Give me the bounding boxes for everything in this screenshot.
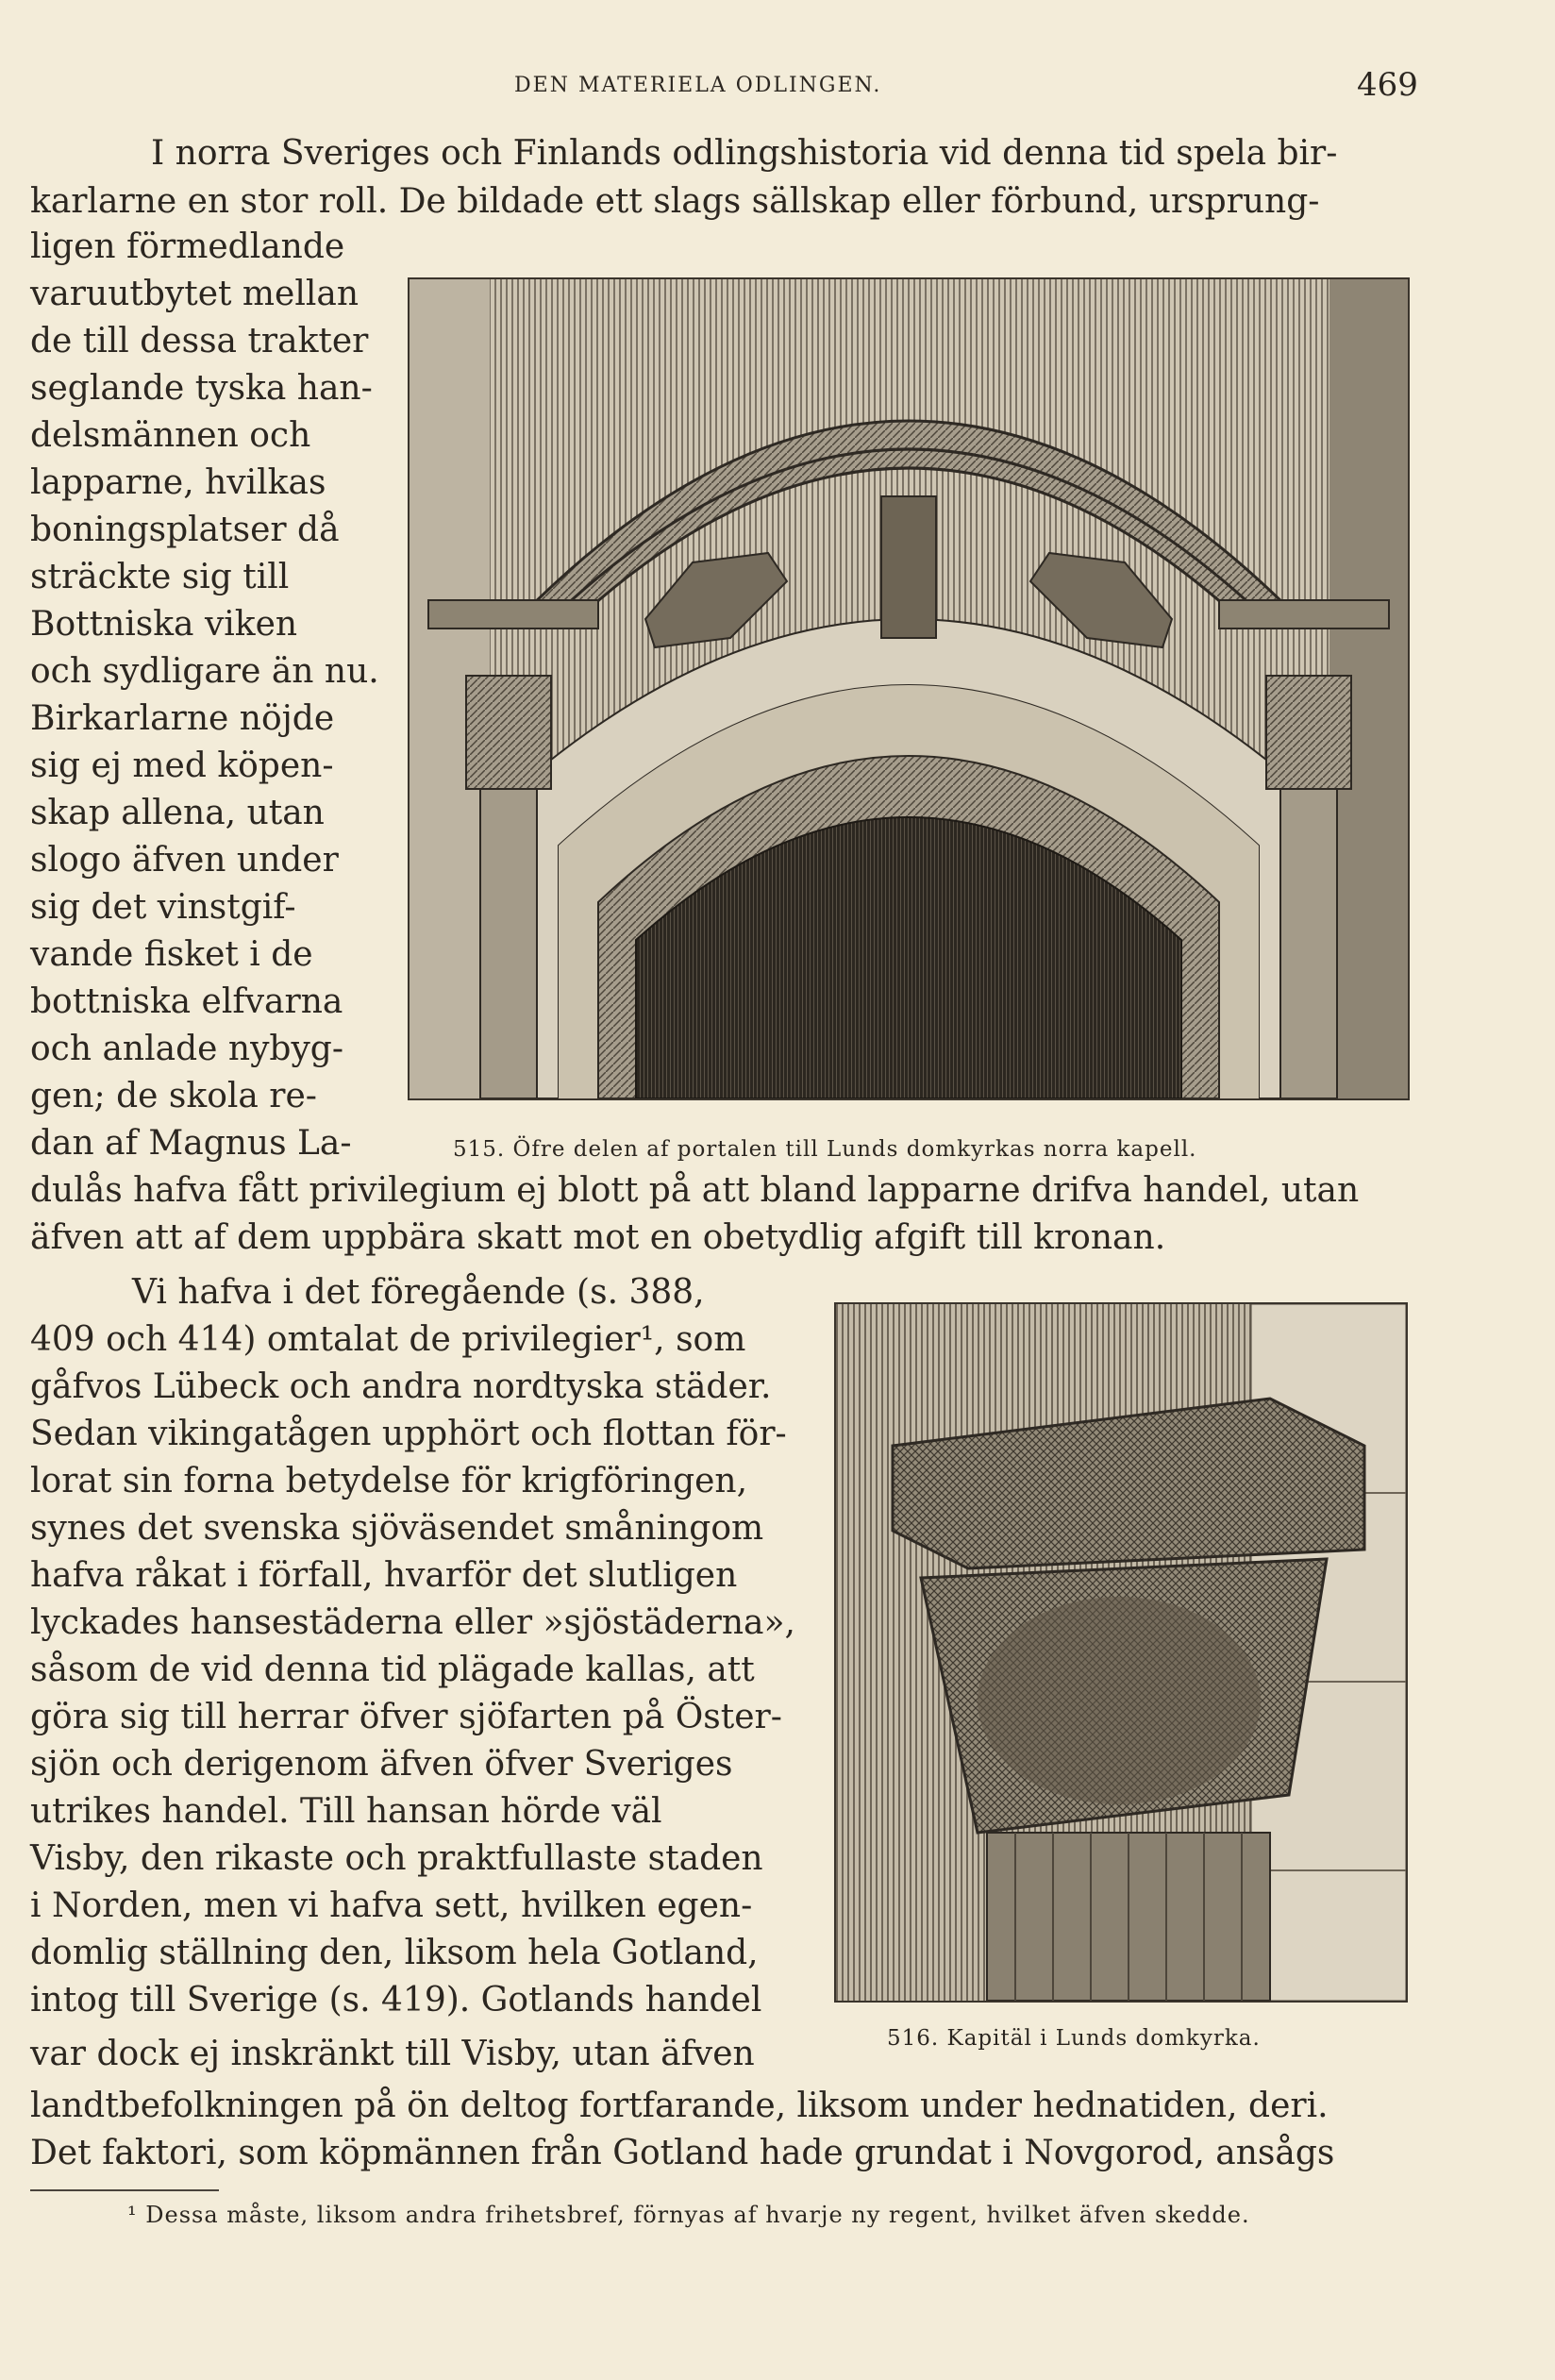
text-line: såsom de vid denna tid plägade kallas, att	[30, 1651, 755, 1689]
text-line: hafva råkat i förfall, hvarför det slutligen	[30, 1556, 738, 1595]
text-line: boningsplatser då	[30, 511, 340, 549]
figure-515-portal-engraving	[408, 277, 1410, 1100]
text-line: seglande tyska han-	[30, 369, 373, 408]
text-line: i Norden, men vi hafva sett, hvilken egen-	[30, 1886, 753, 1925]
text-line: Sedan vikingatågen upphört och flottan för-	[30, 1415, 787, 1453]
text-line: intog till Sverige (s. 419). Gotlands handel	[30, 1981, 762, 2020]
text-line: var dock ej inskränkt till Visby, utan äfven	[30, 2035, 755, 2073]
text-line: de till dessa trakter	[30, 322, 369, 360]
text-line: dan af Magnus La-	[30, 1124, 352, 1163]
text-line: bottniska elfvarna	[30, 982, 343, 1021]
portal-illustration	[410, 279, 1408, 1098]
text-line: och anlade nybyg-	[30, 1030, 343, 1068]
text-line: ligen förmedlande	[30, 227, 345, 266]
text-line: lorat sin forna betydelse för krigföringen,	[30, 1462, 748, 1500]
text-line: lyckades hansestäderna eller »sjöstäderna»,	[30, 1603, 795, 1642]
footnote: ¹ Dessa måste, liksom andra frihetsbref, förnyas af hvarje ny regent, hvilket äfven skedde.	[127, 2202, 1250, 2228]
text-line: Bottniska viken	[30, 605, 298, 644]
text-line: dulås hafva fått privilegium ej blott på att bland lapparne drifva handel, utan	[30, 1171, 1360, 1210]
text-line: Birkarlarne nöjde	[30, 699, 335, 738]
text-line: Det faktori, som köpmännen från Gotland hade grundat i Novgorod, ansågs	[30, 2134, 1335, 2172]
text-line: 409 och 414) omtalat de privilegier¹, som	[30, 1320, 746, 1359]
text-line: delsmännen och	[30, 416, 311, 455]
text-line: lapparne, hvilkas	[30, 463, 326, 502]
footnote-rule	[30, 2189, 219, 2191]
text-line: äfven att af dem uppbära skatt mot en obetydlig afgift till kronan.	[30, 1218, 1166, 1257]
figure-516-capital-engraving	[834, 1302, 1408, 2003]
text-line: vande fisket i de	[30, 935, 313, 974]
text-line: sig ej med köpen-	[30, 746, 334, 785]
page-number: 469	[1357, 66, 1418, 104]
text-line: Vi hafva i det föregående (s. 388,	[132, 1273, 705, 1312]
capital-illustration	[836, 1304, 1406, 2001]
figure-516-caption: 516. Kapitäl i Lunds domkyrka.	[887, 2026, 1261, 2051]
text-line: sjön och derigenom äfven öfver Sveriges	[30, 1745, 733, 1784]
text-line: utrikes handel. Till hansan hörde väl	[30, 1792, 662, 1831]
text-line: karlarne en stor roll. De bildade ett slags sällskap eller förbund, ursprung-	[30, 182, 1320, 221]
text-line: gen; de skola re-	[30, 1077, 317, 1115]
text-line: sig det vinstgif-	[30, 888, 296, 927]
figure-515-caption: 515. Öfre delen af portalen till Lunds domkyrkas norra kapell.	[453, 1137, 1197, 1162]
text-line: I norra Sveriges och Finlands odlingshistoria vid denna tid spela bir-	[151, 134, 1338, 173]
text-line: skap allena, utan	[30, 794, 325, 832]
running-title: DEN MATERIELA ODLINGEN.	[514, 74, 882, 97]
text-line: gåfvos Lübeck och andra nordtyska städer.	[30, 1367, 772, 1406]
text-line: Visby, den rikaste och praktfullaste staden	[30, 1839, 763, 1878]
text-line: varuutbytet mellan	[30, 275, 359, 313]
text-line: synes det svenska sjöväsendet småningom	[30, 1509, 764, 1548]
text-line: landtbefolkningen på ön deltog fortfarande, liksom under hednatiden, deri.	[30, 2087, 1329, 2125]
text-line: domlig ställning den, liksom hela Gotland,	[30, 1934, 759, 1972]
text-line: och sydligare än nu.	[30, 652, 379, 691]
text-line: slogo äfven under	[30, 841, 339, 880]
text-line: göra sig till herrar öfver sjöfarten på Öster-	[30, 1698, 782, 1736]
text-line: sträckte sig till	[30, 558, 290, 596]
